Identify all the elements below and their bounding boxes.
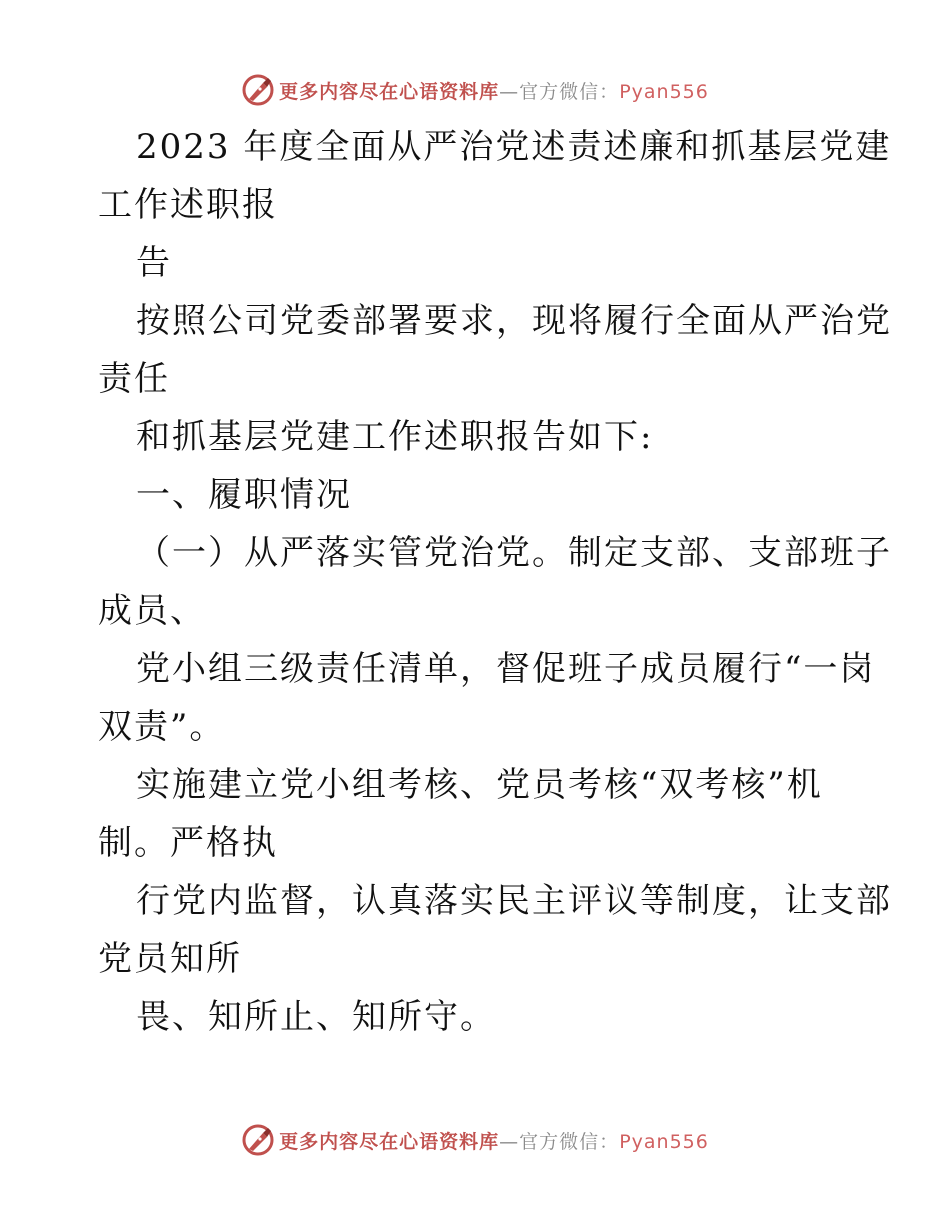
paragraph-line: 按照公司党委部署要求，现将履行全面从严治党: [136, 301, 892, 341]
paragraph-line: 行党内监督，认真落实民主评议等制度，让支部: [136, 881, 892, 921]
paragraph-line: 责任: [98, 359, 170, 399]
footer-site-text: 更多内容尽在心语资料库: [279, 1130, 500, 1153]
footer-separator: —: [499, 1130, 520, 1153]
paragraph-line: 畏、知所止、知所守。: [136, 997, 496, 1037]
title-line-3: 告: [136, 243, 172, 283]
document-body: [98, 118, 892, 1046]
footer-banner: [0, 1120, 950, 1160]
title-line-1: 2023 年度全面从严治党述责述廉和抓基层党建: [136, 127, 892, 167]
pen-nib-logo-icon: [241, 73, 275, 107]
footer-wechat-label: 官方微信：: [519, 1130, 620, 1153]
section-heading: 一、履职情况: [136, 475, 352, 515]
paragraph-line: 成员、: [98, 591, 206, 631]
header-wechat-label: 官方微信：: [519, 80, 620, 103]
header-site-text: 更多内容尽在心语资料库: [279, 80, 500, 103]
header-banner: [0, 70, 950, 110]
paragraph-line: （一）从严落实管党治党。制定支部、支部班子: [136, 533, 892, 573]
pen-nib-logo-icon: [241, 1123, 275, 1157]
paragraph-line: 党员知所: [98, 939, 242, 979]
header-separator: —: [499, 80, 520, 103]
header-banner-text: [279, 77, 709, 104]
paragraph-line: 党小组三级责任清单，督促班子成员履行“一岗: [136, 649, 876, 689]
paragraph-line: 和抓基层党建工作述职报告如下:: [136, 417, 654, 457]
footer-wechat-id: Pyan556: [619, 1130, 709, 1153]
title-line-2: 工作述职报: [98, 185, 278, 225]
header-wechat-id: Pyan556: [619, 80, 709, 103]
paragraph-line: 制。严格执: [98, 823, 278, 863]
paragraph-line: 实施建立党小组考核、党员考核“双考核”机: [136, 765, 823, 805]
paragraph-line: 双责”。: [98, 707, 226, 747]
footer-banner-text: [279, 1127, 709, 1154]
